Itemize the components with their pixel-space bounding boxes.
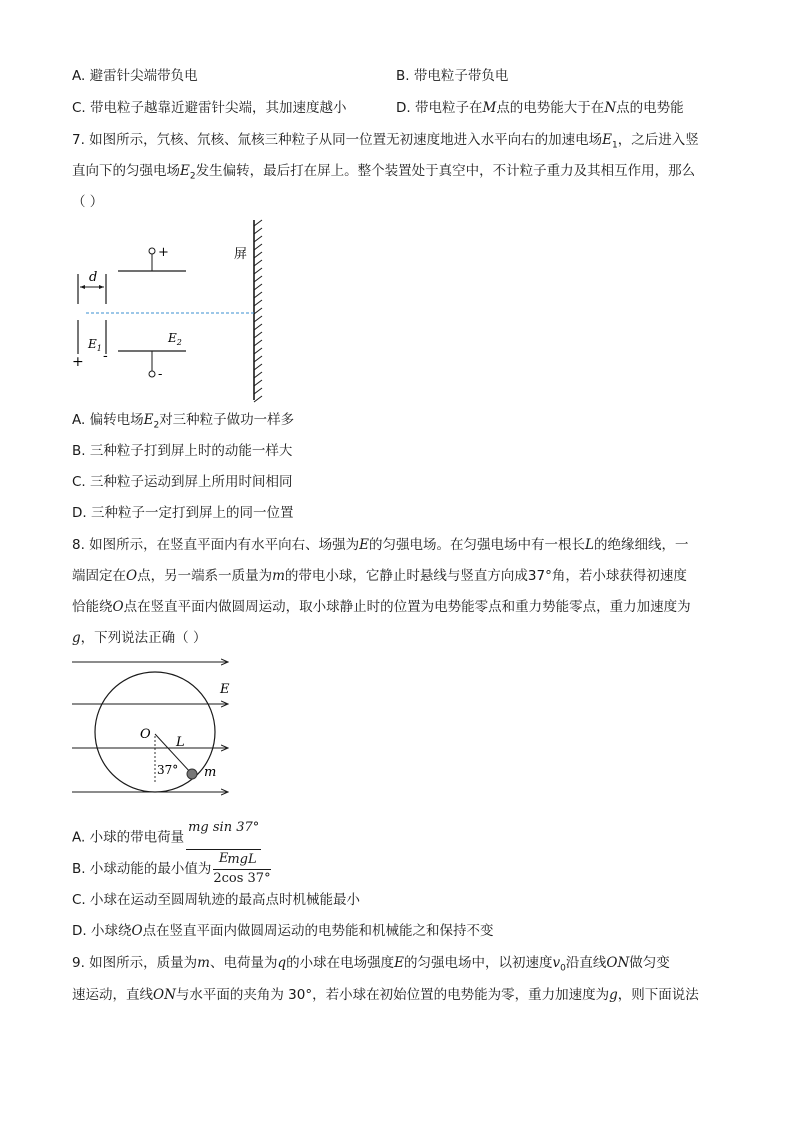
q7-bottom-terminal	[149, 371, 155, 377]
q8-stem-line-1: 8. 如图所示，在竖直平面内有水平向右、场强为E的匀强电场。在匀强电场中有一根长L的绝缘细线，一	[72, 537, 689, 553]
q8-ball	[187, 769, 197, 779]
q8-option-d: D. 小球绕O点在竖直平面内做圆周运动的电势能和机械能之和保持不变	[72, 923, 494, 939]
q8-option-a-fraction: $\frac{\text{mg sin 37°}}{E}$	[186, 808, 261, 867]
q7-left-minus: -	[103, 348, 108, 364]
q7-left-plus: +	[72, 354, 84, 370]
q7-top-terminal	[149, 248, 155, 254]
q7-d-label: d	[89, 270, 98, 285]
q8-m-label: m	[204, 765, 217, 780]
q9-stem-line-1: 9. 如图所示，质量为m、电荷量为q的小球在电场强度E的匀强电场中，以初速度$v_0$沿直线ON做匀变	[72, 955, 670, 974]
q7-stem-line-1: 7. 如图所示，氕核、氘核、氚核三种粒子从同一位置无初速度地进入水平向右的加速电场$E_1$，之后进入竖	[72, 132, 699, 151]
q8-e-label: E	[220, 682, 230, 697]
q8-figure	[66, 650, 246, 800]
q8-stem-line-4: g，下列说法正确（ ）	[72, 630, 207, 646]
q8-angle-label: 37°	[157, 763, 179, 777]
q7-e1-label: $E_1$	[88, 337, 102, 353]
q8-option-c: C. 小球在运动至圆周轨迹的最高点时机械能最小	[72, 892, 361, 908]
q7-e2-label: $E_2$	[168, 331, 182, 347]
q6-option-b: B. 带电粒子带负电	[396, 68, 509, 84]
q6-option-d: D. 带电粒子在M点的电势能大于在N点的电势能	[396, 100, 684, 116]
q6-option-c: C. 带电粒子越靠近避雷针尖端，其加速度越小	[72, 100, 347, 116]
q7-figure	[66, 216, 276, 406]
q7-screen-label: 屏	[234, 247, 248, 262]
q7-stem-line-2: 直向下的匀强电场$E_2$发生偏转，最后打在屏上。整个装置处于真空中，不计粒子重力及其相互作用，那么	[72, 163, 696, 182]
q7-option-b: B. 三种粒子打到屏上时的动能一样大	[72, 443, 293, 459]
q8-option-b-fraction: $\frac{\text{mgL}}{2\cos 37^\circ}$	[213, 851, 271, 886]
q8-option-a: A. 小球的带电荷量 $\frac{\text{mg sin 37°}}{E}$	[72, 808, 261, 867]
q8-l-label: L	[176, 735, 185, 750]
q7-option-a: A. 偏转电场$E_2$对三种粒子做功一样多	[72, 412, 295, 431]
q7-bottom-minus: -	[158, 367, 163, 382]
q7-option-d: D. 三种粒子一定打到屏上的同一位置	[72, 505, 294, 521]
q8-stem-line-2: 端固定在O点，另一端系一质量为m的带电小球，它静止时悬线与竖直方向成37°角，若小球获得初速度	[72, 568, 687, 584]
q8-stem-line-3: 恰能绕O点在竖直平面内做圆周运动，取小球静止时的位置为电势能零点和重力势能零点，重力加速度为	[72, 599, 691, 615]
q8-o-label: O	[140, 727, 151, 742]
q8-option-b: B. 小球动能的最小值为 $\frac{\text{mgL}}{2\cos 37^\circ}$	[72, 851, 271, 886]
q7-top-plus: +	[158, 245, 169, 260]
q7-option-c: C. 三种粒子运动到屏上所用时间相同	[72, 474, 293, 490]
q6-option-a: A. 避雷针尖端带负电	[72, 68, 198, 84]
q7-answer-blank: （ ）	[72, 194, 104, 210]
q9-stem-line-2: 速运动，直线ON与水平面的夹角为 30°，若小球在初始位置的电势能为零，重力加速度为g，则下面说法	[72, 987, 699, 1003]
